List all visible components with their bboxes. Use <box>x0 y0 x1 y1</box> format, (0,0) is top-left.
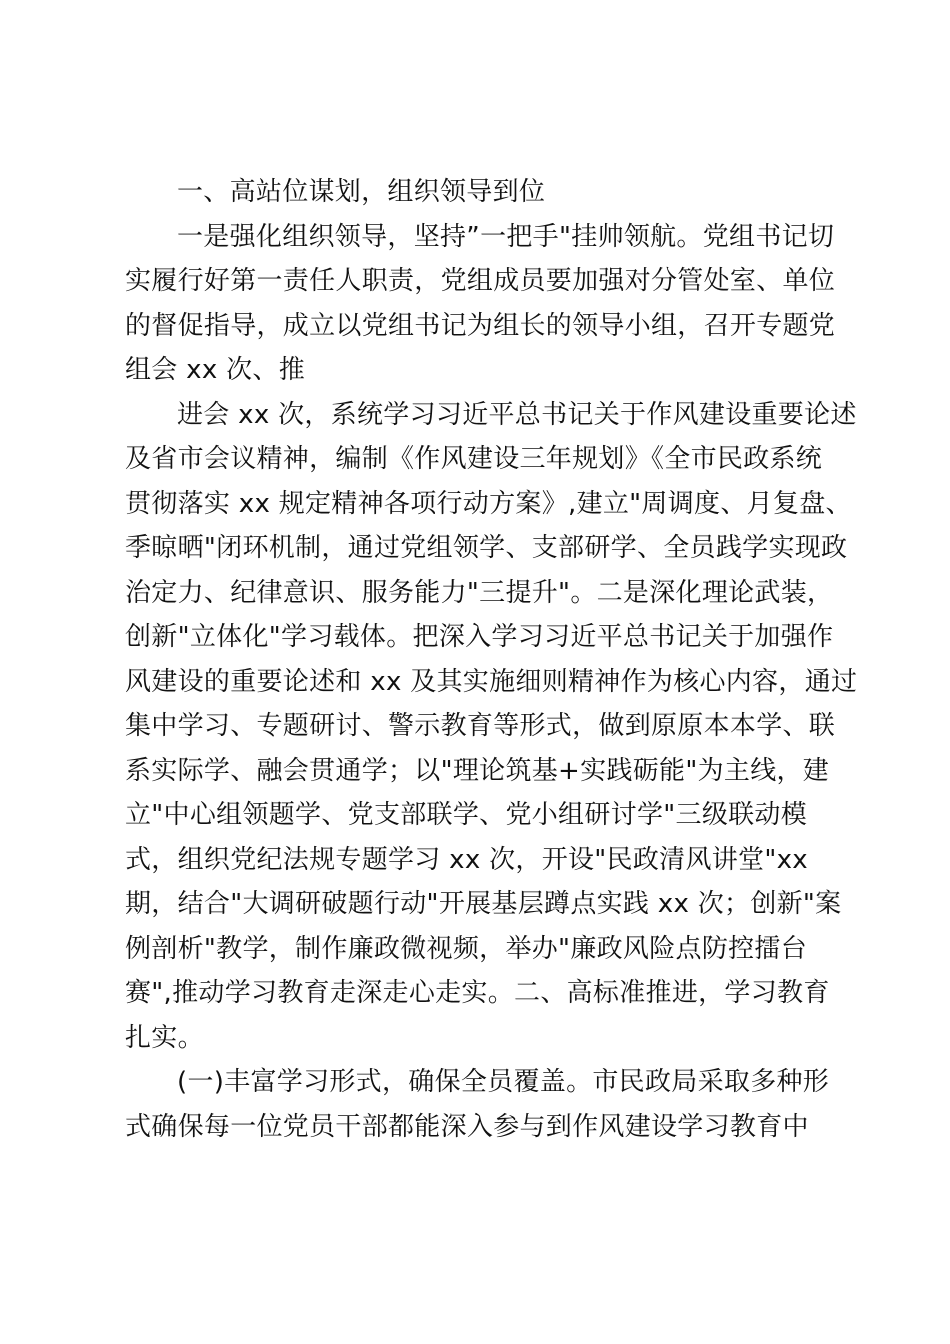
paragraph-line: 风建设的重要论述和 xx 及其实施细则精神作为核心内容，通过 <box>125 666 858 697</box>
paragraph-1 <box>125 215 835 393</box>
paragraph-2 <box>125 393 858 1061</box>
paragraph-line: 扎实。 <box>125 1022 204 1053</box>
paragraph-line: 式，组织党纪法规专题学习 xx 次，开设"民政清风讲堂"xx <box>125 844 808 875</box>
paragraph-line: 立"中心组领题学、党支部联学、党小组研讨学"三级联动模 <box>125 800 808 830</box>
paragraph-line: 季晾晒"闭环机制，通过党组领学、支部研学、全员践学实现政 <box>125 533 848 563</box>
paragraph-line: 赛",推动学习教育走深走心走实。二、高标准推进，学习教育 <box>125 978 830 1008</box>
paragraph-line: 进会 xx 次，系统学习习近平总书记关于作风建设重要论述 <box>177 399 857 430</box>
paragraph-line: 例剖析"教学，制作廉政微视频，举办"廉政风险点防控擂台 <box>125 933 808 964</box>
paragraph-line: 一是强化组织领导，坚持”一把手"挂帅领航。党组书记切 <box>177 221 835 252</box>
paragraph-line: 系实际学、融会贯通学；以"理论筑基+实践砺能"为主线，建 <box>125 755 830 786</box>
paragraph-line: 组会 xx 次、推 <box>125 355 306 385</box>
paragraph-line: 创新"立体化"学习载体。把深入学习习近平总书记关于加强作 <box>125 622 834 652</box>
paragraph-line: 治定力、纪律意识、服务能力"三提升"。二是深化理论武装， <box>125 577 834 608</box>
paragraph-line: 实履行好第一责任人职责，党组成员要加强对分管处室、单位 <box>125 266 836 296</box>
section-heading: 一、高站位谋划，组织领导到位 <box>177 177 546 207</box>
paragraph-3 <box>125 1060 835 1149</box>
paragraph-line: 式确保每一位党员干部都能深入参与到作风建设学习教育中 <box>125 1111 809 1142</box>
paragraph-line: (一)丰富学习形式，确保全员覆盖。市民政局采取多种形 <box>177 1067 830 1097</box>
paragraph-line: 贯彻落实 xx 规定精神各项行动方案》,建立"周调度、月复盘、 <box>125 488 852 519</box>
paragraph-line: 的督促指导，成立以党组书记为组长的领导小组，召开专题党 <box>125 310 836 341</box>
paragraph-line: 集中学习、专题研讨、警示教育等形式，做到原原本本学、联 <box>125 711 836 741</box>
paragraph-line: 及省市会议精神，编制《作风建设三年规划》《全市民政系统 <box>125 444 823 474</box>
paragraph-line: 期，结合"大调研破题行动"开展基层蹲点实践 xx 次；创新"案 <box>125 889 842 919</box>
document-body <box>125 170 858 1149</box>
